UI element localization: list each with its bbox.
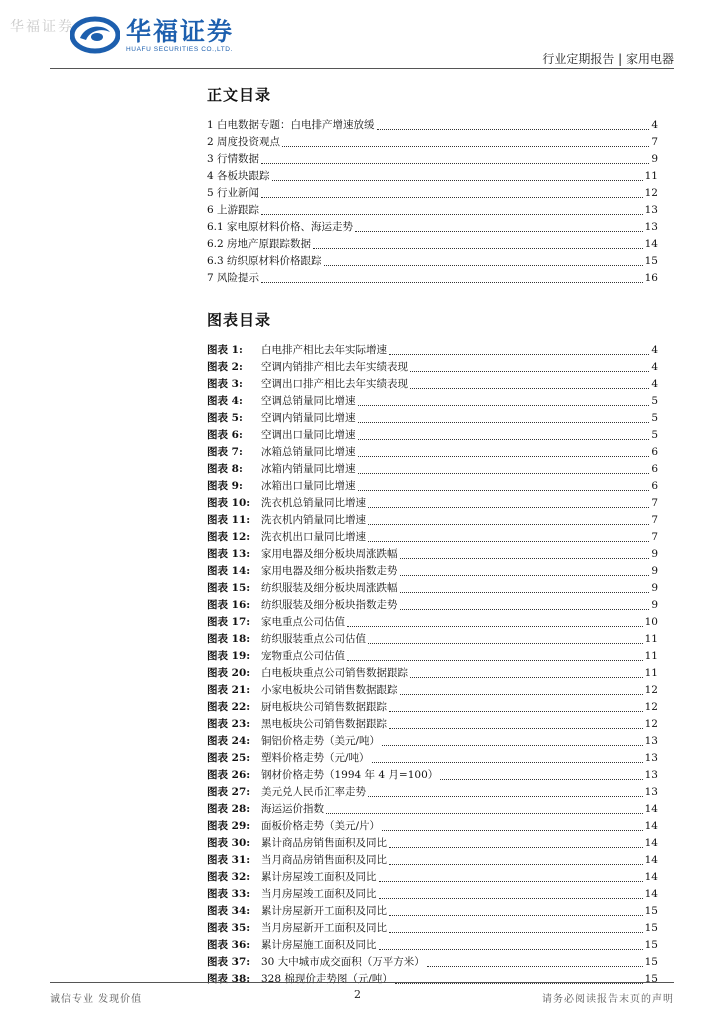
- dot-leader: [358, 472, 650, 474]
- figure-entry[interactable]: [207, 954, 658, 971]
- figure-entry-label: 黑电板块公司销售数据跟踪: [261, 718, 387, 730]
- figure-entry-label: 空调内销排产相比去年实绩表现: [261, 361, 408, 373]
- figure-entry[interactable]: [207, 716, 658, 733]
- figure-entry-label: 洗衣机内销量同比增速: [261, 514, 366, 526]
- toc-entry[interactable]: [207, 151, 658, 168]
- dot-leader: [347, 659, 643, 661]
- figure-entry-label: 家用电器及细分板块周涨跌幅: [261, 548, 398, 560]
- toc-entry-label: 2 周度投资观点: [207, 136, 281, 148]
- figure-number-text: 图表 4:: [207, 395, 243, 407]
- figure-entry-label: 当月房屋竣工面积及同比: [261, 888, 377, 900]
- figure-entry-label: 328 棉现价走势图（元/吨）: [261, 973, 393, 985]
- figure-entry-label: 海运运价指数: [261, 803, 324, 815]
- figure-entry[interactable]: [207, 359, 658, 376]
- figure-entry-number: [207, 461, 261, 478]
- dot-leader: [389, 846, 643, 848]
- figure-entry[interactable]: [207, 529, 658, 546]
- figure-entry[interactable]: [207, 461, 658, 478]
- figure-entry[interactable]: [207, 410, 658, 427]
- figure-number-text: 图表 26:: [207, 769, 251, 781]
- dot-leader: [347, 625, 643, 627]
- figure-entry-label: 家用电器及细分板块指数走势: [261, 565, 398, 577]
- dot-leader: [440, 778, 642, 780]
- figure-entry-label: 累计房屋竣工面积及同比: [261, 871, 377, 883]
- brand-name-en: HUAFU SECURITIES CO.,LTD.: [126, 45, 233, 53]
- figure-entry-page: 14: [644, 854, 658, 866]
- figure-number-text: 图表 14:: [207, 565, 251, 577]
- dot-leader: [368, 523, 649, 525]
- figure-toc-title: 图表目录: [207, 311, 272, 329]
- figure-entry-number: [207, 580, 261, 597]
- figure-entry-number: [207, 342, 261, 359]
- figure-number-text: 图表 9:: [207, 480, 243, 492]
- figure-entry[interactable]: [207, 444, 658, 461]
- dot-leader: [358, 489, 650, 491]
- figure-entry-page: 15: [644, 905, 658, 917]
- toc-entry-label: 6.2 房地产原跟踪数据: [207, 238, 312, 250]
- toc-entry[interactable]: [207, 134, 658, 151]
- dot-leader: [379, 897, 643, 899]
- figure-entry[interactable]: [207, 750, 658, 767]
- toc-entry-page: 16: [644, 272, 658, 284]
- figure-entry[interactable]: [207, 682, 658, 699]
- figure-entry-number: [207, 767, 261, 784]
- toc-entry[interactable]: [207, 270, 658, 287]
- figure-entry-number: [207, 699, 261, 716]
- toc-entry[interactable]: [207, 117, 658, 134]
- toc-entry[interactable]: [207, 202, 658, 219]
- dot-leader: [261, 281, 643, 283]
- figure-entry-page: 7: [651, 497, 658, 509]
- figure-entry-number: [207, 563, 261, 580]
- dot-leader: [358, 438, 650, 440]
- toc-entry-label: 6.3 纺织原材料价格跟踪: [207, 255, 322, 267]
- figure-entry[interactable]: [207, 733, 658, 750]
- figure-entry-label: 当月商品房销售面积及同比: [261, 854, 387, 866]
- footer-disclaimer: 请务必阅读报告末页的声明: [542, 994, 674, 1005]
- dot-leader: [389, 710, 643, 712]
- figure-number-text: 图表 8:: [207, 463, 243, 475]
- dot-leader: [400, 608, 650, 610]
- figure-number-text: 图表 27:: [207, 786, 251, 798]
- toc-entry-page: 11: [644, 170, 658, 182]
- figure-number-text: 图表 21:: [207, 684, 251, 696]
- figure-entry-label: 美元兑人民币汇率走势: [261, 786, 366, 798]
- figure-entry[interactable]: [207, 648, 658, 665]
- figure-entry-page: 14: [644, 871, 658, 883]
- figure-entry-number: [207, 529, 261, 546]
- figure-entry-number: [207, 614, 261, 631]
- figure-number-text: 图表 33:: [207, 888, 251, 900]
- figure-entry[interactable]: [207, 393, 658, 410]
- dot-leader: [355, 230, 643, 232]
- figure-number-text: 图表 3:: [207, 378, 243, 390]
- figure-entry-label: 冰箱总销量同比增速: [261, 446, 356, 458]
- figure-entry-number: [207, 818, 261, 835]
- dot-leader: [261, 213, 643, 215]
- figure-entry-page: 12: [644, 718, 658, 730]
- dot-leader: [400, 693, 643, 695]
- figure-entry-page: 7: [651, 514, 658, 526]
- figure-entry-label: 空调出口量同比增速: [261, 429, 356, 441]
- figure-entry-page: 6: [651, 446, 658, 458]
- figure-number-text: 图表 38:: [207, 973, 251, 985]
- toc-entry-page: 12: [644, 187, 658, 199]
- dot-leader: [389, 863, 643, 865]
- dot-leader: [382, 744, 643, 746]
- figure-entry-page: 15: [644, 973, 658, 985]
- figure-entry-page: 5: [651, 395, 658, 407]
- figure-entry-page: 10: [644, 616, 658, 628]
- toc-entry-page: 15: [644, 255, 658, 267]
- toc-entry[interactable]: [207, 219, 658, 236]
- figure-entry-page: 12: [644, 701, 658, 713]
- figure-entry[interactable]: [207, 512, 658, 529]
- text-toc-list: [207, 117, 658, 287]
- figure-number-text: 图表 24:: [207, 735, 251, 747]
- figure-entry[interactable]: [207, 427, 658, 444]
- dot-leader: [382, 829, 643, 831]
- figure-number-text: 图表 13:: [207, 548, 251, 560]
- figure-entry-page: 11: [644, 667, 658, 679]
- figure-entry-label: 冰箱内销量同比增速: [261, 463, 356, 475]
- figure-number-text: 图表 32:: [207, 871, 251, 883]
- figure-number-text: 图表 25:: [207, 752, 251, 764]
- figure-entry-number: [207, 920, 261, 937]
- dot-leader: [368, 506, 649, 508]
- figure-entry-page: 12: [644, 684, 658, 696]
- figure-entry-number: [207, 478, 261, 495]
- figure-entry-page: 7: [651, 531, 658, 543]
- dot-leader: [372, 761, 643, 763]
- figure-entry-number: [207, 784, 261, 801]
- figure-entry-number: [207, 546, 261, 563]
- figure-entry-label: 纺织服装及细分板块周涨跌幅: [261, 582, 398, 594]
- figure-entry-label: 累计房屋施工面积及同比: [261, 939, 377, 951]
- figure-entry-label: 家电重点公司估值: [261, 616, 345, 628]
- figure-entry-page: 11: [644, 650, 658, 662]
- figure-entry-page: 5: [651, 429, 658, 441]
- toc-entry-label: 6.1 家电原材料价格、海运走势: [207, 221, 354, 233]
- figure-entry[interactable]: [207, 614, 658, 631]
- brand-name-cn: 华福证券: [126, 16, 235, 46]
- figure-entry-label: 累计商品房销售面积及同比: [261, 837, 387, 849]
- dot-leader: [400, 574, 650, 576]
- dot-leader: [389, 353, 649, 355]
- footer-divider: [50, 982, 674, 983]
- figure-number-text: 图表 5:: [207, 412, 243, 424]
- figure-number-text: 图表 12:: [207, 531, 251, 543]
- report-type-label: 行业定期报告 | 家用电器: [542, 52, 674, 66]
- figure-number-text: 图表 34:: [207, 905, 251, 917]
- dot-leader: [377, 128, 650, 130]
- dot-leader: [389, 914, 643, 916]
- header-divider: [50, 68, 674, 69]
- toc-entry[interactable]: [207, 253, 658, 270]
- figure-entry-label: 钢材价格走势（1994 年 4 月=100）: [261, 769, 439, 781]
- figure-entry-number: [207, 716, 261, 733]
- dot-leader: [410, 387, 649, 389]
- figure-entry-number: [207, 954, 261, 971]
- figure-number-text: 图表 10:: [207, 497, 251, 509]
- figure-number-text: 图表 15:: [207, 582, 251, 594]
- figure-number-text: 图表 17:: [207, 616, 251, 628]
- figure-entry-label: 30 大中城市成交面积（万平方米）: [261, 956, 425, 968]
- toc-entry-label: 7 风险提示: [207, 272, 260, 284]
- figure-entry-page: 4: [651, 378, 658, 390]
- figure-number-text: 图表 7:: [207, 446, 243, 458]
- figure-entry[interactable]: [207, 342, 658, 359]
- figure-entry-number: [207, 444, 261, 461]
- figure-number-text: 图表 16:: [207, 599, 251, 611]
- figure-entry[interactable]: [207, 631, 658, 648]
- figure-entry-label: 面板价格走势（美元/片）: [261, 820, 381, 832]
- figure-entry[interactable]: [207, 937, 658, 954]
- watermark-text: 华福证券: [10, 19, 74, 35]
- figure-entry-label: 洗衣机出口量同比增速: [261, 531, 366, 543]
- figure-number-text: 图表 2:: [207, 361, 243, 373]
- figure-entry-page: 9: [651, 548, 658, 560]
- dot-leader: [427, 965, 643, 967]
- figure-entry[interactable]: [207, 699, 658, 716]
- figure-number-text: 图表 11:: [207, 514, 251, 526]
- figure-entry-page: 9: [651, 582, 658, 594]
- toc-entry-label: 1 白电数据专题：白电排产增速放缓: [207, 119, 375, 131]
- figure-entry-number: [207, 597, 261, 614]
- figure-entry-label: 铜铝价格走势（美元/吨）: [261, 735, 381, 747]
- figure-entry-page: 13: [644, 735, 658, 747]
- figure-entry-number: [207, 648, 261, 665]
- dot-leader: [282, 145, 649, 147]
- figure-number-text: 图表 29:: [207, 820, 251, 832]
- figure-entry-label: 空调总销量同比增速: [261, 395, 356, 407]
- toc-entry-label: 5 行业新闻: [207, 187, 260, 199]
- figure-entry-number: [207, 733, 261, 750]
- figure-number-text: 图表 28:: [207, 803, 251, 815]
- toc-entry[interactable]: [207, 236, 658, 253]
- figure-entry[interactable]: [207, 495, 658, 512]
- dot-leader: [261, 162, 649, 164]
- figure-entry-number: [207, 869, 261, 886]
- figure-entry[interactable]: [207, 478, 658, 495]
- figure-entry[interactable]: [207, 886, 658, 903]
- dot-leader: [358, 421, 650, 423]
- figure-entry[interactable]: [207, 920, 658, 937]
- figure-entry-label: 累计房屋新开工面积及同比: [261, 905, 387, 917]
- figure-entry[interactable]: [207, 597, 658, 614]
- figure-number-text: 图表 23:: [207, 718, 251, 730]
- dot-leader: [261, 196, 643, 198]
- figure-entry-number: [207, 359, 261, 376]
- figure-entry-number: [207, 886, 261, 903]
- dot-leader: [379, 880, 643, 882]
- dot-leader: [410, 370, 649, 372]
- figure-entry-number: [207, 376, 261, 393]
- figure-entry-label: 当月房屋新开工面积及同比: [261, 922, 387, 934]
- figure-entry-label: 空调出口排产相比去年实绩表现: [261, 378, 408, 390]
- figure-entry-page: 11: [644, 633, 658, 645]
- figure-entry-number: [207, 852, 261, 869]
- figure-entry-page: 14: [644, 803, 658, 815]
- figure-number-text: 图表 31:: [207, 854, 251, 866]
- figure-entry[interactable]: [207, 835, 658, 852]
- figure-number-text: 图表 35:: [207, 922, 251, 934]
- figure-entry[interactable]: [207, 546, 658, 563]
- figure-entry-label: 纺织服装及细分板块指数走势: [261, 599, 398, 611]
- figure-number-text: 图表 18:: [207, 633, 251, 645]
- figure-entry[interactable]: [207, 563, 658, 580]
- toc-entry-page: 9: [651, 153, 658, 165]
- figure-entry-label: 白电排产相比去年实际增速: [261, 344, 387, 356]
- figure-entry-page: 14: [644, 820, 658, 832]
- figure-entry-label: 纺织服装重点公司估值: [261, 633, 366, 645]
- toc-entry-page: 14: [644, 238, 658, 250]
- dot-leader: [358, 404, 650, 406]
- figure-entry-page: 15: [644, 939, 658, 951]
- figure-entry-page: 5: [651, 412, 658, 424]
- figure-entry-page: 13: [644, 752, 658, 764]
- figure-number-text: 图表 6:: [207, 429, 243, 441]
- text-toc-title: 正文目录: [207, 86, 272, 104]
- footer-slogan: 诚信专业 发现价值: [50, 994, 143, 1005]
- figure-entry-page: 13: [644, 786, 658, 798]
- figure-entry-page: 9: [651, 565, 658, 577]
- dot-leader: [368, 795, 643, 797]
- figure-entry-page: 9: [651, 599, 658, 611]
- figure-entry-number: [207, 495, 261, 512]
- figure-toc-list: [207, 342, 658, 988]
- figure-entry[interactable]: [207, 801, 658, 818]
- figure-entry-label: 塑料价格走势（元/吨）: [261, 752, 370, 764]
- figure-entry[interactable]: [207, 580, 658, 597]
- figure-entry-number: [207, 937, 261, 954]
- figure-entry-page: 15: [644, 922, 658, 934]
- dot-leader: [379, 948, 643, 950]
- figure-entry-number: [207, 665, 261, 682]
- dot-leader: [326, 812, 643, 814]
- toc-entry-label: 3 行情数据: [207, 153, 260, 165]
- figure-entry-page: 14: [644, 888, 658, 900]
- figure-entry[interactable]: [207, 869, 658, 886]
- dot-leader: [313, 247, 643, 249]
- figure-entry[interactable]: [207, 971, 658, 988]
- page-number: 2: [354, 988, 361, 1001]
- figure-number-text: 图表 30:: [207, 837, 251, 849]
- figure-entry-number: [207, 427, 261, 444]
- figure-entry-label: 宠物重点公司估值: [261, 650, 345, 662]
- figure-entry-number: [207, 971, 261, 988]
- figure-number-text: 图表 19:: [207, 650, 251, 662]
- toc-entry-page: 7: [651, 136, 658, 148]
- dot-leader: [400, 557, 650, 559]
- figure-entry[interactable]: [207, 376, 658, 393]
- figure-entry-page: 15: [644, 956, 658, 968]
- dot-leader: [389, 727, 643, 729]
- figure-entry-number: [207, 631, 261, 648]
- toc-entry[interactable]: [207, 168, 658, 185]
- figure-entry-page: 13: [644, 769, 658, 781]
- logo-swirl-icon: [70, 16, 120, 54]
- toc-entry-label: 6 上游跟踪: [207, 204, 260, 216]
- figure-entry[interactable]: [207, 767, 658, 784]
- figure-number-text: 图表 22:: [207, 701, 251, 713]
- figure-entry-number: [207, 393, 261, 410]
- dot-leader: [358, 455, 650, 457]
- dot-leader: [272, 179, 643, 181]
- figure-number-text: 图表 36:: [207, 939, 251, 951]
- dot-leader: [324, 264, 643, 266]
- figure-entry-label: 冰箱出口量同比增速: [261, 480, 356, 492]
- figure-entry-number: [207, 750, 261, 767]
- dot-leader: [400, 591, 650, 593]
- toc-entry[interactable]: [207, 185, 658, 202]
- toc-entry-page: 4: [651, 119, 658, 131]
- figure-entry-number: [207, 903, 261, 920]
- figure-number-text: 图表 20:: [207, 667, 251, 679]
- figure-entry[interactable]: [207, 784, 658, 801]
- figure-entry-page: 14: [644, 837, 658, 849]
- figure-entry-page: 4: [651, 361, 658, 373]
- dot-leader: [368, 642, 643, 644]
- figure-entry-number: [207, 512, 261, 529]
- figure-entry[interactable]: [207, 903, 658, 920]
- figure-entry-number: [207, 410, 261, 427]
- figure-entry-label: 白电板块重点公司销售数据跟踪: [261, 667, 408, 679]
- figure-entry[interactable]: [207, 818, 658, 835]
- toc-entry-page: 13: [644, 204, 658, 216]
- figure-entry-page: 6: [651, 480, 658, 492]
- figure-number-text: 图表 37:: [207, 956, 251, 968]
- figure-entry[interactable]: [207, 665, 658, 682]
- toc-entry-page: 13: [644, 221, 658, 233]
- figure-entry-number: [207, 835, 261, 852]
- figure-entry-label: 洗衣机总销量同比增速: [261, 497, 366, 509]
- figure-entry-page: 4: [651, 344, 658, 356]
- figure-entry-label: 厨电板块公司销售数据跟踪: [261, 701, 387, 713]
- figure-entry-number: [207, 801, 261, 818]
- toc-entry-label: 4 各板块跟踪: [207, 170, 270, 182]
- figure-entry-label: 空调内销量同比增速: [261, 412, 356, 424]
- dot-leader: [389, 931, 643, 933]
- dot-leader: [368, 540, 649, 542]
- company-logo: [70, 16, 234, 54]
- figure-entry-page: 6: [651, 463, 658, 475]
- figure-entry-number: [207, 682, 261, 699]
- dot-leader: [410, 676, 643, 678]
- figure-entry[interactable]: [207, 852, 658, 869]
- figure-number-text: 图表 1:: [207, 344, 243, 356]
- figure-entry-label: 小家电板块公司销售数据跟踪: [261, 684, 398, 696]
